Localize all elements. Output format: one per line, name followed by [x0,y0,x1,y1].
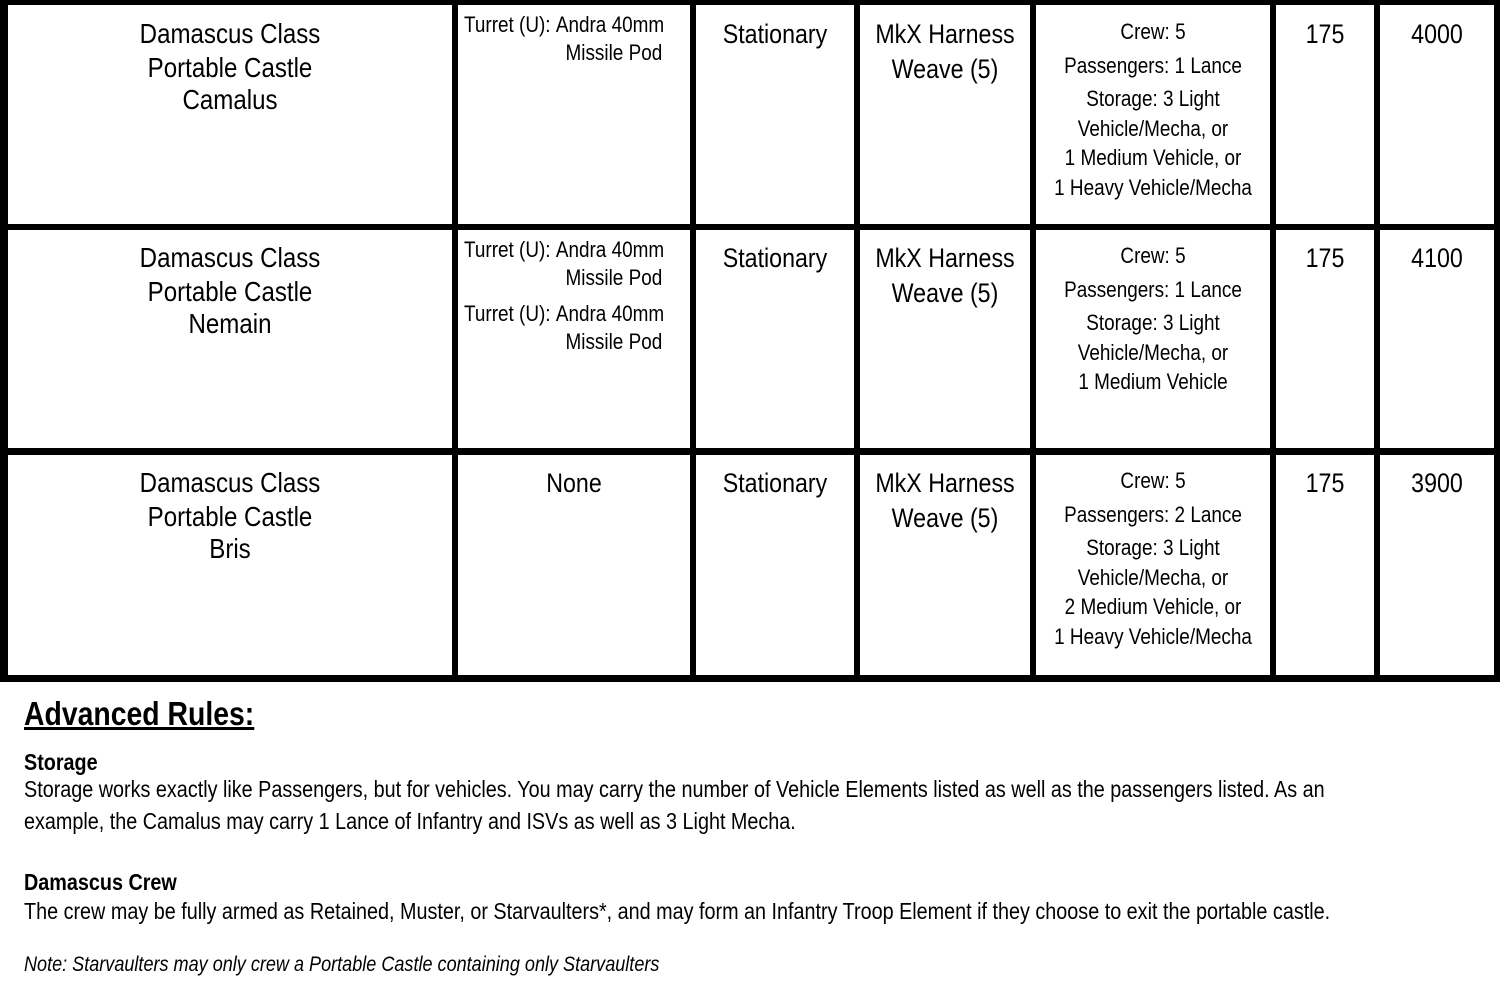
capacity-line: Vehicle/Mecha, or [1077,339,1229,365]
table-cell-col6 [1276,5,1374,224]
capacity-line: Vehicle/Mecha, or [1077,115,1229,141]
cell-value: 175 [1305,468,1345,498]
name-line: Camalus [182,84,278,115]
armor-line: Weave (5) [891,503,999,533]
table-cell-armor [860,5,1030,224]
storage-text: example, the Camalus may carry 1 Lance of Infantry and ISVs as well as 3 Light Mecha. [24,808,796,834]
storage-heading: Storage [24,749,98,775]
name-line: Portable Castle [147,501,313,532]
table-cell-col7 [1380,455,1494,675]
table-cell-col7 [1380,230,1494,448]
weapon-mount-label: Turret (U): [464,301,551,326]
capacity-line: Storage: 3 Light [1086,535,1220,560]
crew-heading: Damascus Crew [24,869,177,895]
capacity-line: 2 Medium Vehicle, or [1064,594,1242,619]
weapon-mount-label: Turret (U): [464,237,551,262]
capacity-line: 1 Heavy Vehicle/Mecha [1054,174,1252,200]
capacity-line: Crew: 5 [1120,243,1186,268]
table-cell-weapons [458,455,690,675]
weapon-name: Andra 40mm [555,12,665,37]
table-cell-capacity [1036,5,1270,224]
table-cell-capacity [1036,230,1270,448]
table-cell-name [8,230,452,448]
starvaulters-note: Note: Starvaulters may only crew a Portable Castle containing only Starvaulters [24,953,660,976]
table-cell-col7 [1380,5,1494,224]
cell-value: 175 [1305,19,1345,49]
table-cell-weapons [458,230,690,448]
table-cell-movement [696,230,854,448]
table-cell-weapons [458,5,690,224]
capacity-line: 1 Medium Vehicle [1078,369,1228,394]
name-line: Damascus Class [139,242,321,273]
capacity-line: Passengers: 1 Lance [1064,276,1242,302]
name-line: Nemain [188,308,272,339]
armor-line: MkX Harness [875,243,1015,273]
capacity-line: Passengers: 2 Lance [1064,501,1242,527]
table-cell-col6 [1276,455,1374,675]
capacity-line: Crew: 5 [1120,19,1186,44]
weapon-mount-label: Turret (U): [464,12,551,37]
table-cell-col6 [1276,230,1374,448]
armor-line: Weave (5) [891,54,999,84]
table-cell-armor [860,455,1030,675]
name-line: Damascus Class [139,18,321,49]
movement-value: Stationary [722,468,828,498]
table-cell-movement [696,5,854,224]
table-cell-name [8,455,452,675]
name-line: Bris [209,533,251,564]
armor-line: MkX Harness [875,468,1015,498]
capacity-line: Storage: 3 Light [1086,86,1220,111]
capacity-line: 1 Medium Vehicle, or [1064,145,1242,170]
weapon-name: Andra 40mm [555,301,665,326]
name-line: Portable Castle [147,276,313,307]
cell-value: 4000 [1411,19,1463,49]
movement-value: Stationary [722,19,828,49]
weapon-name-line2: Missile Pod [565,40,663,65]
storage-text: Storage works exactly like Passengers, but for vehicles. You may carry the number of Vehicle Elements listed as well as the passengers listed. As an [24,776,1325,802]
weapon-name: Andra 40mm [555,237,665,262]
advanced-rules-title: Advanced Rules: [24,695,255,732]
table-cell-capacity [1036,455,1270,675]
weapons-none: None [546,468,602,498]
capacity-line: Crew: 5 [1120,468,1186,493]
armor-line: Weave (5) [891,278,999,308]
name-line: Damascus Class [139,467,321,498]
capacity-line: Storage: 3 Light [1086,310,1220,335]
weapon-name-line2: Missile Pod [565,329,663,354]
crew-text: The crew may be fully armed as Retained, Muster, or Starvaulters*, and may form an Infantry Troop Element if they choose to exit the portable castle. [24,898,1331,924]
capacity-line: Vehicle/Mecha, or [1077,564,1229,590]
armor-line: MkX Harness [875,19,1015,49]
table-cell-name [8,5,452,224]
capacity-line: Passengers: 1 Lance [1064,52,1242,78]
movement-value: Stationary [722,243,828,273]
cell-value: 175 [1305,243,1345,273]
table-cell-movement [696,455,854,675]
weapon-name-line2: Missile Pod [565,265,663,290]
name-line: Portable Castle [147,52,313,83]
table-cell-armor [860,230,1030,448]
cell-value: 4100 [1411,243,1463,273]
capacity-line: 1 Heavy Vehicle/Mecha [1054,623,1252,649]
cell-value: 3900 [1411,468,1463,498]
